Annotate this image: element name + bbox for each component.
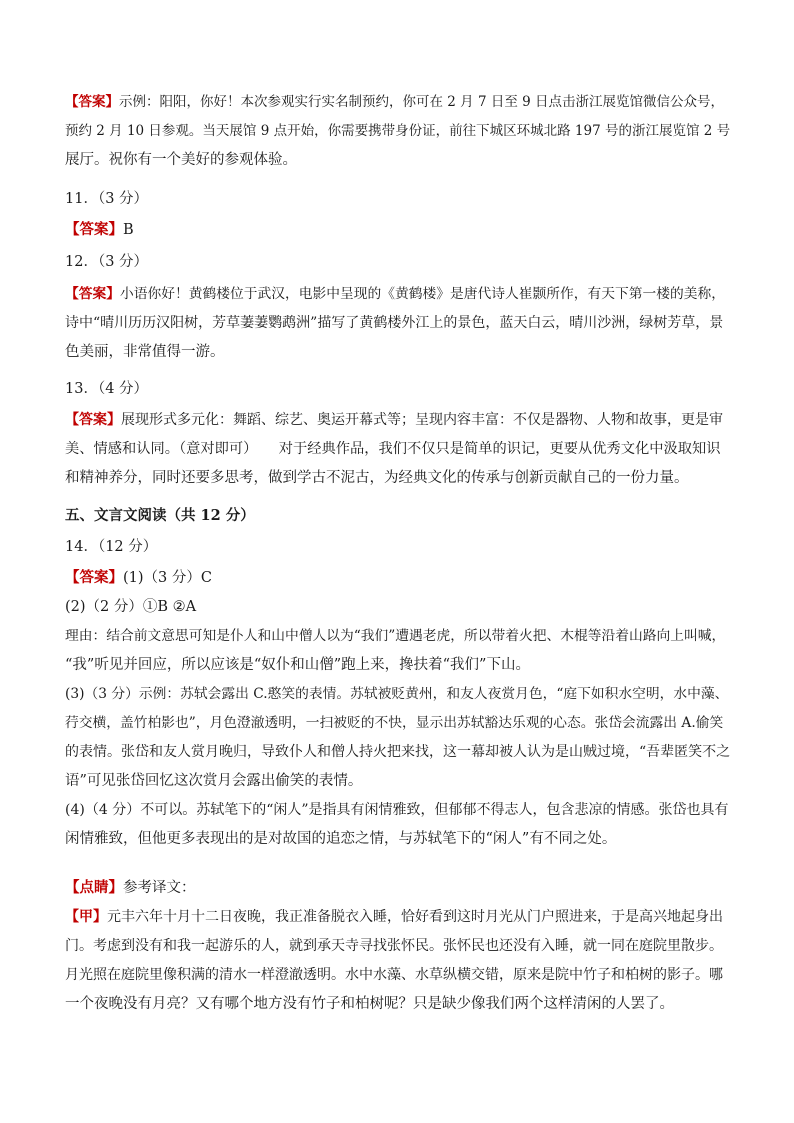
section-title: 五、文言文阅读（共 12 分） <box>65 507 255 524</box>
commentary <box>65 873 730 1019</box>
q11-answer <box>65 215 730 245</box>
answer-tag: 【答案】 <box>65 221 123 238</box>
q13-answer-line-1: 展现形式多元化：舞蹈、综艺、奥运开幕式等；呈现内容丰富：不仅是器物、人物和故事，更是审 <box>121 412 723 428</box>
q14-number: 14．（12 分） <box>65 539 158 555</box>
q14-part1: (1)（3 分）C <box>123 570 212 586</box>
jia-line-3: 月光照在庭院里像积满的清水一样澄澈透明。水中水藻、水草纵横交错，原来是院中竹子和柏树的影子。哪 <box>65 967 723 983</box>
jia-line-4: 一个夜晚没有月亮？又有哪个地方没有竹子和柏树呢？只是缺少像我们两个这样清闲的人罢了。 <box>65 996 674 1012</box>
q14-part3-line-2: 荇交横，盖竹柏影也”，月色澄澈透明，一扫被贬的不快，显示出苏轼豁达乐观的心态。张岱会流露出 A.偷笑 <box>65 715 724 731</box>
q12-answer-line-1: 小语你好！黄鹤楼位于武汉，电影中呈现的《黄鹤楼》是唐代诗人崔颢所作，有天下第一楼的美称， <box>120 286 726 302</box>
q14-answer <box>65 563 730 854</box>
jia-tag: 【甲】 <box>65 909 107 925</box>
q13-answer-line-3: 和精神养分，同时还要多思考，做到学古不泥古，为经典文化的传承与创新贡献自己的一份力量。 <box>65 470 689 486</box>
q13-answer-line-2: 美、情感和认同。（意对即可） 对于经典作品，我们不仅只是简单的识记，更要从优秀文化中汲取知识 <box>65 441 721 457</box>
q10-answer <box>65 88 730 175</box>
answer-tag: 【答案】 <box>65 286 121 302</box>
q14-part3-line-4: 语”可见张岱回忆这次赏月会露出偷笑的表情。 <box>65 773 363 789</box>
q12-answer-line-2: 诗中“晴川历历汉阳树，芳草萋萋鹦鹉洲”描写了黄鹤楼外江上的景色，蓝天白云，晴川沙洲，绿树芳草，景 <box>65 315 724 331</box>
jia-line-2: 门。考虑到没有和我一起游乐的人，就到承天寺寻找张怀民。张怀民也还没有入睡，就一同在庭院里散步。 <box>65 938 723 954</box>
q11-number: 11．（3 分） <box>65 191 149 207</box>
q13-answer <box>65 406 730 493</box>
q14-part4-line-2: 闲情雅致，但他更多表现出的是对故国的追恋之情，与苏轼笔下的“闲人”有不同之处。 <box>65 831 617 847</box>
q14-part3-line-1: (3)（3 分）示例：苏轼会露出 C.憨笑的表情。苏轼被贬黄州，和友人夜赏月色，“庭下如积水空明，水中藻、 <box>65 686 729 702</box>
commentary-label: 参考译文： <box>123 880 196 896</box>
answer-tag: 【答案】 <box>65 569 123 586</box>
q12-answer-line-3: 色美丽，非常值得一游。 <box>65 344 225 360</box>
answer-tag: 【答案】 <box>65 412 121 428</box>
q14-reason-line-1: 理由：结合前文意思可知是仆人和山中僧人以为“我们”遭遇老虎，所以带着火把、木棍等沿着山路向上叫喊， <box>65 628 726 644</box>
q10-answer-line-1: 示例：阳阳，你好！本次参观实行实名制预约，你可在 2 月 7 日至 9 日点击浙江展览馆微信公众号， <box>119 94 725 110</box>
q12-number: 12．（3 分） <box>65 254 149 270</box>
answer-tag: 【答案】 <box>65 94 119 110</box>
q14-part3-line-3: 的表情。张岱和友人赏月晚归，导致仆人和僧人持火把来找，这一幕却被人认为是山贼过境，“吾辈匿笑不之 <box>65 744 731 760</box>
q14-reason-line-2: “我”听见并回应，所以应该是“奴仆和山僧”跑上来，搀扶着“我们”下山。 <box>65 657 530 673</box>
q14-part2: (2)（2 分）①B ②A <box>65 599 197 615</box>
jia-line-1: 元丰六年十月十二日夜晚，我正准备脱衣入睡，恰好看到这时月光从门户照进来，于是高兴地起身出 <box>107 909 723 925</box>
q14-part4-line-1: (4)（4 分）不可以。苏轼笔下的“闲人”是指具有闲情雅致，但郁郁不得志人，包含悲凉的情感。张岱也具有 <box>65 802 729 818</box>
q11-answer-value: B <box>123 222 134 238</box>
q13-number: 13．（4 分） <box>65 381 149 397</box>
q10-answer-line-2: 预约 2 月 10 日参观。当天展馆 9 点开始，你需要携带身份证，前往下城区环城北路 197 号的浙江展览馆 2 号 <box>65 123 731 139</box>
q12-answer <box>65 280 730 367</box>
commentary-tag: 【点睛】 <box>65 879 123 896</box>
q10-answer-line-3: 展厅。祝你有一个美好的参观体验。 <box>65 152 297 168</box>
